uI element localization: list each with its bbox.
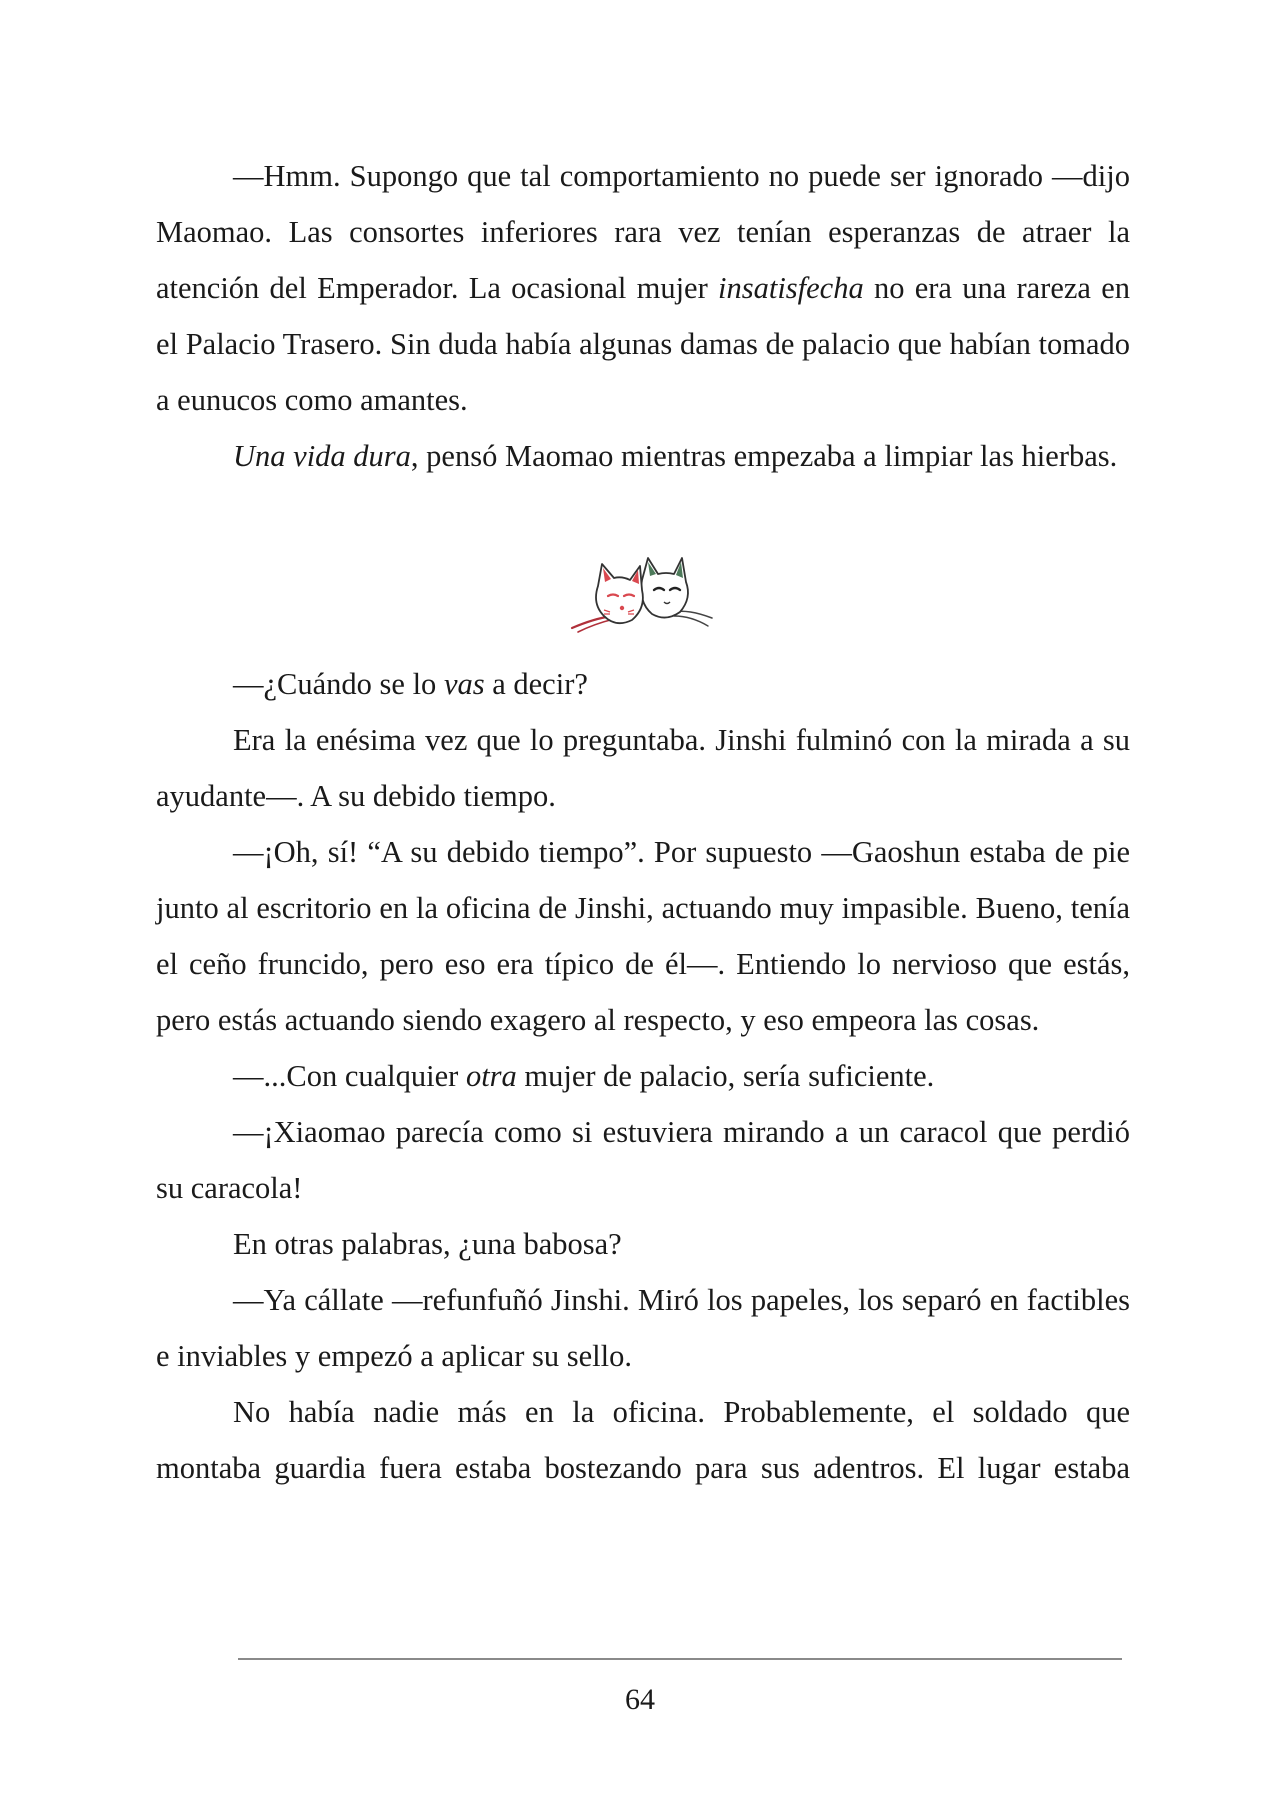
text-run: —Ya cállate —refunfuñó Jinshi. Miró los papeles, los separó en factibles e inviables y empezó a aplicar su sello. (156, 1283, 1130, 1373)
text-run: no era una rareza en el Palacio Trasero. Sin duda había algunas damas de palacio que habían tomado a eunucos como amantes. (156, 271, 1130, 417)
page-number: 64 (625, 1683, 655, 1716)
italic-text-run: otra (465, 1059, 517, 1093)
italic-text-run: Una vida dura (233, 439, 411, 473)
paragraph (156, 656, 1130, 712)
text-block-bottom (156, 656, 1130, 1496)
paragraph (156, 824, 1130, 1048)
text-run: —¡Xiaomao parecía como si estuviera mirando a un caracol que perdió su caracola! (156, 1115, 1130, 1205)
text-run: —¿Cuándo se lo (233, 667, 444, 701)
text-run: Era la enésima vez que lo preguntaba. Jinshi fulminó con la mirada a su ayudante—. A su debido tiempo. (156, 723, 1130, 813)
fox-masks-ornament-icon (568, 552, 718, 638)
paragraph (156, 1104, 1130, 1216)
text-run: —...Con cualquier (233, 1059, 466, 1093)
text-run: En otras palabras, ¿una babosa? (233, 1227, 622, 1261)
italic-text-run: insatisfecha (718, 271, 864, 305)
text-run: , pensó Maomao mientras empezaba a limpiar las hierbas. (410, 439, 1118, 473)
text-run: —¡Oh, sí! “A su debido tiempo”. Por supuesto —Gaoshun estaba de pie junto al escritorio en la oficina de Jinshi, actuando muy impasible. Bueno, tenía el ceño fruncido, pero eso era típico de él—. Entiendo lo nervioso que estás, pero estás actuando siendo exagero al respecto, y eso empeora las cosas. (156, 835, 1130, 1037)
italic-text-run: vas (443, 667, 485, 701)
text-run: a decir? (484, 667, 588, 701)
text-run: —Hmm. Supongo que tal comportamiento no puede ser ignorado —dijo Maomao. Las consortes inferiores rara vez tenían esperanzas de atraer la atención del Emperador. La ocasional mujer (156, 159, 1130, 305)
paragraph-continued (156, 1384, 1130, 1496)
paragraph (156, 712, 1130, 824)
paragraph (156, 1216, 1130, 1272)
paragraph (156, 428, 1130, 484)
footer-divider (238, 1658, 1122, 1660)
paragraph (156, 1048, 1130, 1104)
text-block-top (156, 148, 1130, 484)
text-run: mujer de palacio, sería suficiente. (516, 1059, 935, 1093)
paragraph (156, 1272, 1130, 1384)
text-run: No había nadie más en la oficina. Probablemente, el soldado que montaba guardia fuera estaba bostezando para sus adentros. El lugar estaba (156, 1395, 1130, 1485)
paragraph (156, 148, 1130, 428)
